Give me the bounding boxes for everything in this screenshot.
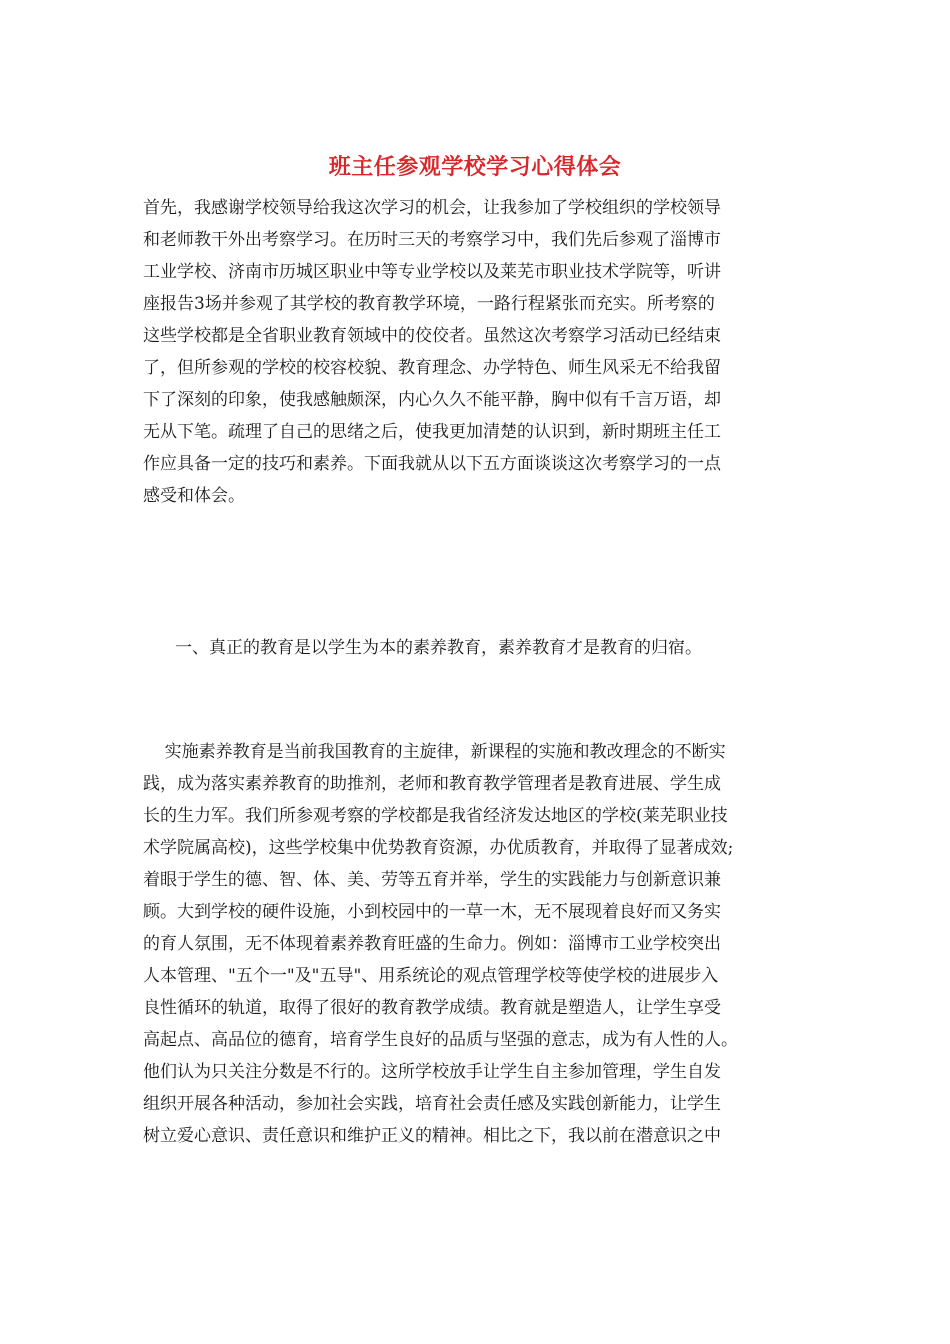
text-line: 着眼于学生的德、智、体、美、劳等五育并举，学生的实践能力与创新意识兼	[143, 870, 721, 890]
text-line: 了，但所参观的学校的校容校貌、教育理念、办学特色、师生风采无不给我留	[143, 358, 721, 378]
text-line: 术学院属高校)，这些学校集中优势教育资源，办优质教育，并取得了显著成效;	[143, 838, 734, 858]
intro-paragraph	[143, 192, 811, 512]
text-line: 工业学校、济南市历城区职业中等专业学校以及莱芜市职业技术学院等，听讲	[143, 262, 721, 282]
text-line: 践，成为落实素养教育的助推剂，老师和教育教学管理者是教育进展、学生成	[143, 774, 721, 794]
text-line: 无从下笔。疏理了自己的思绪之后，使我更加清楚的认识到，新时期班主任工	[143, 422, 721, 442]
text-line: 高起点、高品位的德育，培育学生良好的品质与坚强的意志，成为有人性的人。	[143, 1030, 738, 1050]
text-line: 这些学校都是全省职业教育领域中的佼佼者。虽然这次考察学习活动已经结束	[143, 326, 721, 346]
text-line: 组织开展各种活动，参加社会实践，培育社会责任感及实践创新能力，让学生	[143, 1094, 721, 1114]
text-line: 作应具备一定的技巧和素养。下面我就从以下五方面谈谈这次考察学习的一点	[143, 454, 721, 474]
text-line: 良性循环的轨道，取得了很好的教育教学成绩。教育就是塑造人，让学生享受	[143, 998, 721, 1018]
text-line: 他们认为只关注分数是不行的。这所学校放手让学生自主参加管理，学生自发	[143, 1062, 721, 1082]
text-line: 树立爱心意识、责任意识和维护正义的精神。相比之下，我以前在潜意识之中	[143, 1126, 721, 1146]
text-line: 实施素养教育是当前我国教育的主旋律，新课程的实施和教改理念的不断实	[143, 742, 726, 762]
text-line: 感受和体会。	[143, 486, 245, 506]
text-line: 人本管理、"五个一"及"五导"、用系统论的观点管理学校等使学校的进展步入	[143, 966, 719, 986]
text-line: 座报告3场并参观了其学校的教育教学环境，一路行程紧张而充实。所考察的	[143, 294, 715, 314]
text-line: 下了深刻的印象，使我感触颇深，内心久久不能平静，胸中似有千言万语，却	[143, 390, 721, 410]
text-line: 长的生力军。我们所参观考察的学校都是我省经济发达地区的学校(莱芜职业技	[143, 806, 728, 826]
text-line: 的育人氛围，无不体现着素养教育旺盛的生命力。例如：淄博市工业学校突出	[143, 934, 721, 954]
text-line: 顾。大到学校的硬件设施，小到校园中的一草一木，无不展现着良好而又务实	[143, 902, 721, 922]
text-line: 首先，我感谢学校领导给我这次学习的机会，让我参加了学校组织的学校领导	[143, 198, 721, 218]
section-paragraph	[143, 736, 811, 1152]
text-line: 和老师教干外出考察学习。在历时三天的考察学习中，我们先后参观了淄博市	[143, 230, 721, 250]
section-heading: 一、真正的教育是以学生为本的素养教育，素养教育才是教育的归宿。	[175, 638, 702, 658]
document-title: 班主任参观学校学习心得体会	[328, 154, 622, 180]
